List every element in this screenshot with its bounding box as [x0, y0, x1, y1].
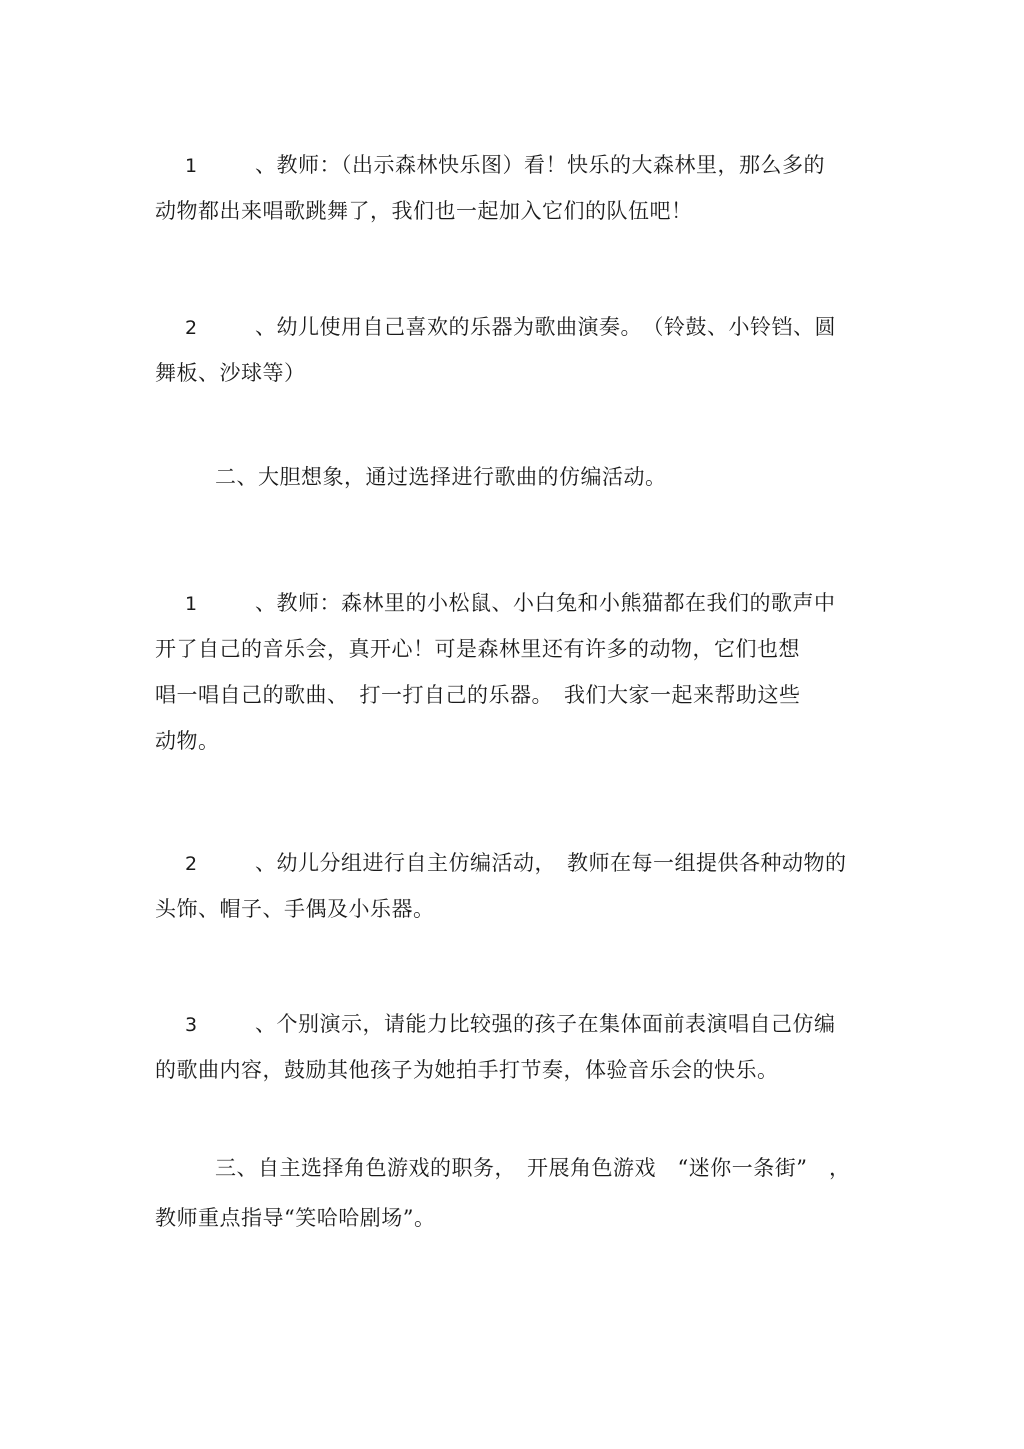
text-line — [155, 304, 855, 350]
section-heading-2 — [155, 454, 855, 500]
item-number: 1 — [185, 155, 198, 177]
line-text: 、幼儿使用自己喜欢的乐器为歌曲演奏。 （铃鼓、小铃铛、圆 — [255, 315, 836, 339]
text-line: 动物。 — [155, 729, 220, 753]
line-text: 、个别演示，请能力比较强的孩子在集体面前表演唱自己仿编 — [255, 1012, 836, 1036]
paragraph-3 — [155, 580, 855, 764]
text-line — [155, 142, 855, 188]
text-line: 头饰、帽子、手偶及小乐器。 — [155, 897, 435, 921]
paragraph-4 — [155, 840, 855, 932]
text-line — [155, 840, 855, 886]
paragraph-1 — [155, 142, 855, 234]
paragraph-2 — [155, 304, 855, 396]
line-text: 、幼儿分组进行自主仿编活动， 教师在每一组提供各种动物的 — [255, 851, 847, 875]
text-line: 唱一唱自己的歌曲、 打一打自己的乐器。 我们大家一起来帮助这些 — [155, 683, 801, 707]
line-text: 、教师：（出示森林快乐图）看！快乐的大森林里，那么多的 — [255, 153, 825, 177]
paragraph-5 — [155, 1001, 855, 1093]
text-line: 教师重点指导“笑哈哈剧场”。 — [155, 1206, 436, 1230]
item-number: 1 — [185, 593, 198, 615]
text-line: 动物都出来唱歌跳舞了，我们也一起加入它们的队伍吧！ — [155, 199, 693, 223]
text-line: 的歌曲内容，鼓励其他孩子为她拍手打节奏，体验音乐会的快乐。 — [155, 1058, 779, 1082]
section-heading-3 — [155, 1145, 855, 1241]
text-line: 开了自己的音乐会，真开心！可是森林里还有许多的动物，它们也想 — [155, 637, 800, 661]
heading-text: 二、大胆想象，通过选择进行歌曲的仿编活动。 — [215, 465, 667, 489]
text-line — [155, 1001, 855, 1047]
text-line: 舞板、沙球等） — [155, 361, 306, 385]
heading-text: 三、自主选择角色游戏的职务， 开展角色游戏 “迷你一条街” ， — [215, 1156, 851, 1180]
item-number: 2 — [185, 317, 198, 339]
line-text: 、教师：森林里的小松鼠、小白兔和小熊猫都在我们的歌声中 — [255, 591, 836, 615]
text-line — [155, 580, 855, 626]
item-number: 3 — [185, 1014, 198, 1036]
item-number: 2 — [185, 853, 198, 875]
